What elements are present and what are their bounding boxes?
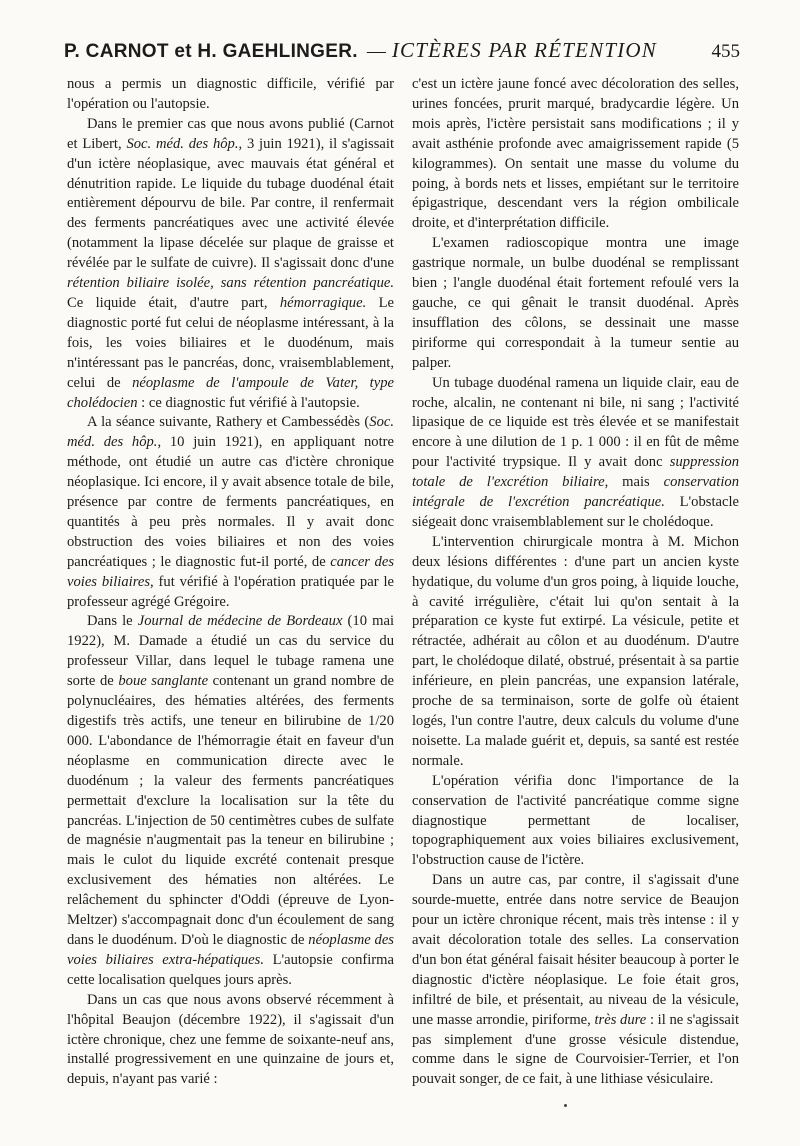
paragraph: Dans le Journal de médecine de Bordeaux (10 mai 1922), M. Damade a étudié un cas du service du professeur Villar, dans lequel le tubage ramena une sorte de boue sanglante contenant un grand nombre de polynucléaires, des hématies altérées, des ferments digestifs très actifs, une teneur en bilirubine de 1/20 000. L'abondance de l'hémorragie était en faveur d'un néoplasme en communication directe avec le duodénum ; la valeur des ferments pancréatiques permettait d'exclure la localisation sur la tête du pancréas. L'injection de 50 centimètres cubes de sulfate de magnésie n'augmentait pas la teneur en bilirubine ; mais le culot du liquide excrété contenait presque exclusivement des hématies non altérées. Le relâchement du sphincter d'Oddi (épreuve de Lyon-Meltzer) s'accompagnait donc d'un écoulement de sang dans le duodénum. D'où le diagnostic de néoplasme des voies biliaires extra-hépatiques. L'autopsie confirma cette localisation quelques jours après. <box>67 613 394 988</box>
header-authors: P. CARNOT et H. GAEHLINGER. <box>64 41 358 62</box>
paragraph: Un tubage duodénal ramena un liquide clair, eau de roche, alcalin, ne contenant ni bile, ni sang ; l'activité lipasique de ce liquide est très élevée et se manifestait encore à une dilution de 1 p. 1 000 : il en fût de même pour l'activité trypsique. Il y avait donc suppression totale de l'excrétion biliaire, mais conservation intégrale de l'excrétion pancréatique. L'obstacle siégeait donc vraisemblablement sur le cholédoque. <box>412 374 739 530</box>
header-running-title: ICTÈRES PAR RÉTENTION <box>391 38 657 62</box>
paragraph: Dans un cas que nous avons observé récemment à l'hôpital Beaujon (décembre 1922), il s'agissait d'un ictère chronique, chez une femme de soixante-neuf ans, installé progressivement en une quinzaine de jours et, depuis, n'ayant pas varié : <box>67 991 394 1088</box>
paragraph: L'opération vérifia donc l'importance de la conservation de l'activité pancréatique comme signe diagnostique permettant de localiser, topographiquement aux voies biliaires exclusivement, l'obstruction cause de l'ictère. <box>412 772 739 869</box>
right-column <box>412 75 739 1090</box>
paragraph: L'examen radioscopique montra une image gastrique normale, un bulbe duodénal se remplissant bien ; l'angle duodénal était fortement refoulé vers la gauche, ce qui gênait le transit duodénal. Après insufflation des côlons, se dessinait une masse piriforme qui correspondait à la tumeur sentie au palper. <box>412 235 739 371</box>
header-dash: — <box>366 41 386 62</box>
paragraph: A la séance suivante, Rathery et Cambessédès (Soc. méd. des hôp., 10 juin 1921), en appliquant notre méthode, ont étudié un autre cas d'ictère chronique néoplasique. Ici encore, il y avait absence totale de bile, présence par contre de ferments pancréatiques, en quantités à peu près normales. Il y avait donc obstruction des voies biliaires et non des voies pancréatiques ; le diagnostic fut-il porté, de cancer des voies biliaires, fut vérifié à l'opération pratiquée par le professeur agrégé Grégoire. <box>67 414 394 610</box>
paragraph: c'est un ictère jaune foncé avec décoloration des selles, urines foncées, prurit marqué, bradycardie légère. Un mois après, l'ictère persistait sans modifications ; il y avait asthénie profonde avec amaigrissement rapide (5 kilogrammes). On sentait une masse du volume du poing, à bords nets et lisses, empiétant sur le territoire épigastrique, descendant vers la région ombilicale droite, et d'interprétation difficile. <box>412 76 739 232</box>
paragraph: Dans le premier cas que nous avons publié (Carnot et Libert, Soc. méd. des hôp., 3 juin 1921), il s'agissait d'un ictère néoplasique, avec mauvais état général et dénutrition rapide. Le liquide du tubage duodénal était entièrement dépourvu de bile. Par contre, il renfermait des ferments pancréatiques avec une activité élevée (notamment la lipase décelée sur plaque de graisse et révélée par le sulfate de cuivre). Il s'agissait donc d'une rétention biliaire isolée, sans rétention pancréatique. Ce liquide était, d'autre part, hémorragique. Le diagnostic porté fut celui de néoplasme intéressant, à la fois, les voies biliaires et le duodénum, mais n'intéressant pas le pancréas, donc, vraisemblablement, celui de néoplasme de l'ampoule de Vater, type cholédocien : ce diagnostic fut vérifié à l'autopsie. <box>67 115 395 411</box>
paragraph: L'intervention chirurgicale montra à M. Michon deux lésions différentes : d'une part un ancien kyste hydatique, du volume d'un gros poing, à liquide louche, à cavité irrégulière, c'était lui qu'on sentait à la préparation ce kyste fut extirpé. La vésicule, petite et rétractée, adhérait au côlon et au duodénum. D'autre part, le cholédoque dilaté, obstrué, présentait à sa partie inférieure, en plein pancréas, une expansion latérale, proche de sa terminaison, sorte de golfe où étaient logés, l'un contre l'autre, deux calculs du volume d'une noisette. La malade guérit et, depuis, sa santé est restée normale. <box>412 533 739 769</box>
left-column <box>67 75 394 1090</box>
running-header <box>64 38 740 70</box>
ink-speck <box>564 1104 567 1107</box>
paragraph: Dans un autre cas, par contre, il s'agissait d'une sourde-muette, entrée dans notre service de Beaujon pour un ictère chronique récent, mais très intense : il y avait décoloration totale des selles. La conservation d'un bon état général faisait hésiter beaucoup à porter le diagnostic d'ictère néoplasique. Le foie était gros, infiltré de bile, et présentait, au niveau de la vésicule, une masse arrondie, piriforme, très dure : il ne s'agissait pas simplement d'une grosse vésicule distendue, comme dans le signe de Courvoisier-Terrier, et l'on pouvait songer, de ce fait, à une lithiase vésiculaire. <box>412 872 739 1088</box>
paragraph: nous a permis un diagnostic difficile, vérifié par l'opération ou l'autopsie. <box>67 76 394 112</box>
page-number: 455 <box>711 41 740 62</box>
